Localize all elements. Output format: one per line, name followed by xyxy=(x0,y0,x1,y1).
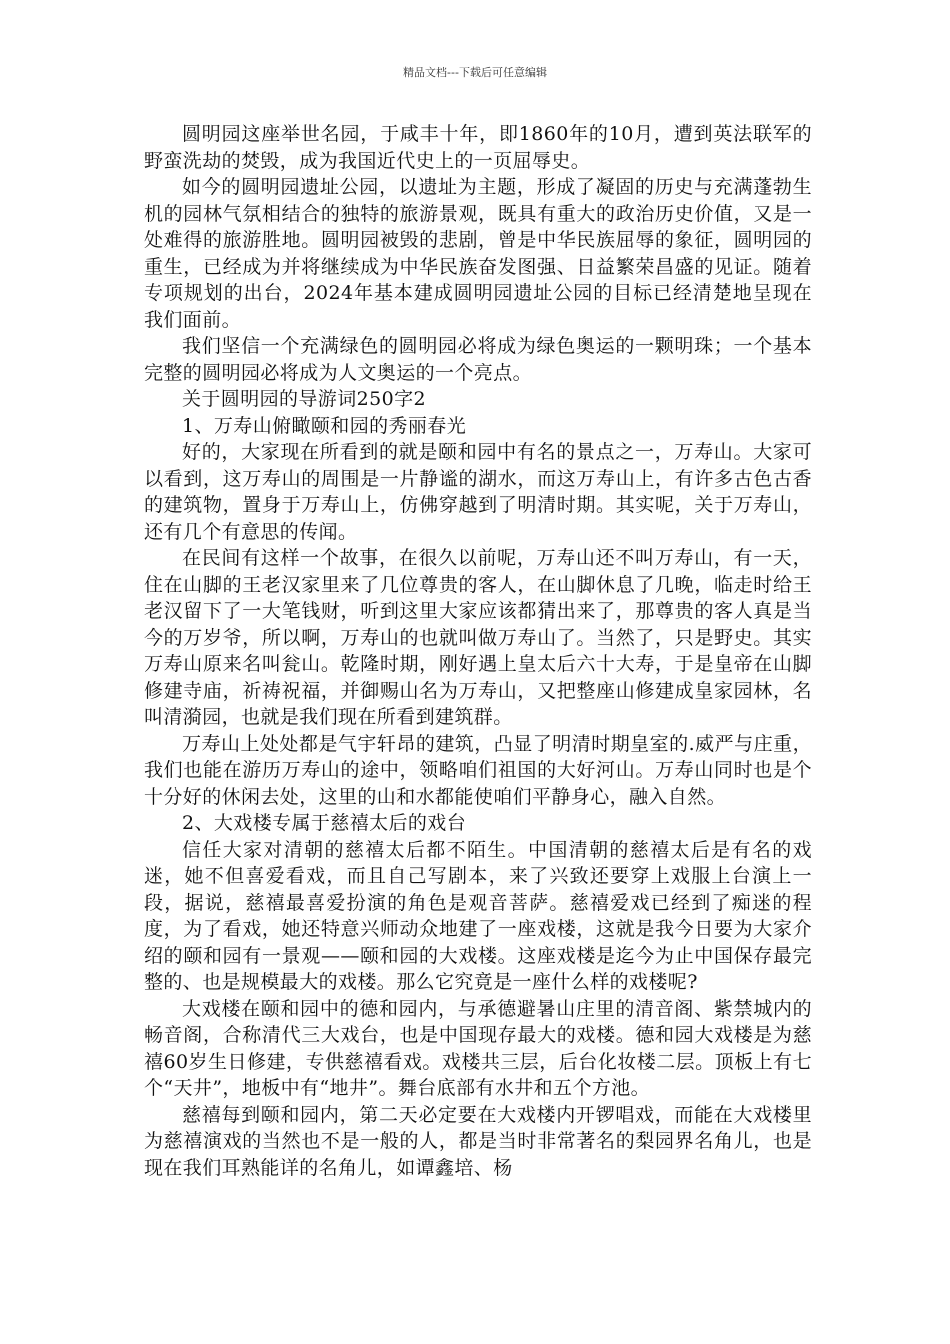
subheading-wanshoushan: 1、万寿山俯瞰颐和园的秀丽春光 xyxy=(182,414,467,437)
subheading-daxilou: 2、大戏楼专属于慈禧太后的戏台 xyxy=(182,812,467,834)
paragraph-wanshoushan-legend: 在民间有这样一个故事，在很久以前呢，万寿山还不叫万寿山，有一天，住在山脚的王老汉家里来了几位尊贵的客人，在山脚休息了几晚，临走时给王老汉留下了一大笔钱财，听到这里大家应该都猜出来了，那尊贵的客人真是当今的万岁爷，所以啊，万寿山的也就叫做万寿山了。当然了，只是野史。其实万寿山原来名叫瓮山。乾隆时期，刚好遇上皇太后六十大寿，于是皇帝在山脚修建寺庙，祈祷祝福，并御赐山名为万寿山，又把整座山修建成皇家园林，名叫清漪园，也就是我们现在所看到建筑群。 xyxy=(144,547,812,728)
paragraph-daxilou-cixi: 信任大家对清朝的慈禧太后都不陌生。中国清朝的慈禧太后是有名的戏迷，她不但喜爱看戏，而且自己写剧本，来了兴致还要穿上戏服上台演上一段，据说，慈禧最喜爱扮演的角色是观音菩萨。慈禧爱戏已经到了痴迷的程度，为了看戏，她还特意兴师动众地建了一座戏楼，这就是我今日要为大家介绍的颐和园有一景观——颐和园的大戏楼。这座戏楼是迄今为止中国保存最完整的、也是规模最大的戏楼。那么它究竟是一座什么样的戏楼呢? xyxy=(144,838,812,993)
paragraph-belief: 我们坚信一个充满绿色的圆明园必将成为绿色奥运的一颗明珠；一个基本完整的圆明园必将成为人文奥运的一个亮点。 xyxy=(144,335,812,384)
paragraph-daxilou-structure: 大戏楼在颐和园中的德和园内，与承德避暑山庄里的清音阁、紫禁城内的畅音阁，合称清代三大戏台，也是中国现存最大的戏楼。德和园大戏楼是为慈禧60岁生日修建，专供慈禧看戏。戏楼共三层，后台化妆楼二层。顶板上有七个“天井”，地板中有“地井”。舞台底部有水井和五个方池。 xyxy=(144,997,812,1099)
paragraph-wanshoushan-buildings: 万寿山上处处都是气宇轩昂的建筑，凸显了明清时期皇室的.威严与庄重，我们也能在游历万寿山的途中，领略咱们祖国的大好河山。万寿山同时也是个十分好的休闲去处，这里的山和水都能使咱们平静身心，融入自然。 xyxy=(144,732,812,808)
paragraph-park: 如今的圆明园遗址公园，以遗址为主题，形成了凝固的历史与充满蓬勃生机的园林气氛相结合的独特的旅游景观，既具有重大的政治历史价值，又是一处难得的旅游胜地。圆明园被毁的悲剧，曾是中华民族屈辱的象征，圆明园的重生，已经成为并将继续成为中华民族奋发图强、日益繁荣昌盛的见证。随着专项规划的出台，2024年基本建成圆明园遗址公园的目标已经清楚地呈现在我们面前。 xyxy=(144,176,812,331)
paragraph-daxilou-performers: 慈禧每到颐和园内，第二天必定要在大戏楼内开锣唱戏，而能在大戏楼里为慈禧演戏的当然也不是一般的人，都是当时非常著名的梨园界名角儿，也是现在我们耳熟能详的名角儿，如谭鑫培、杨 xyxy=(144,1103,812,1179)
section-title: 关于圆明园的导游词250字2 xyxy=(182,388,426,410)
document-body xyxy=(144,121,812,1181)
paragraph-wanshoushan-intro: 好的，大家现在所看到的就是颐和园中有名的景点之一，万寿山。大家可以看到，这万寿山的周围是一片静谧的湖水，而这万寿山上，有许多古色古香的建筑物，置身于万寿山上，仿佛穿越到了明清时期。其实呢，关于万寿山，还有几个有意思的传闻。 xyxy=(144,441,812,543)
page-header: 精品文档---下载后可任意编辑 xyxy=(403,66,547,79)
paragraph-intro: 圆明园这座举世名园，于咸丰十年，即1860年的10月，遭到英法联军的野蛮洗劫的焚毁，成为我国近代史上的一页屈辱史。 xyxy=(144,123,812,172)
